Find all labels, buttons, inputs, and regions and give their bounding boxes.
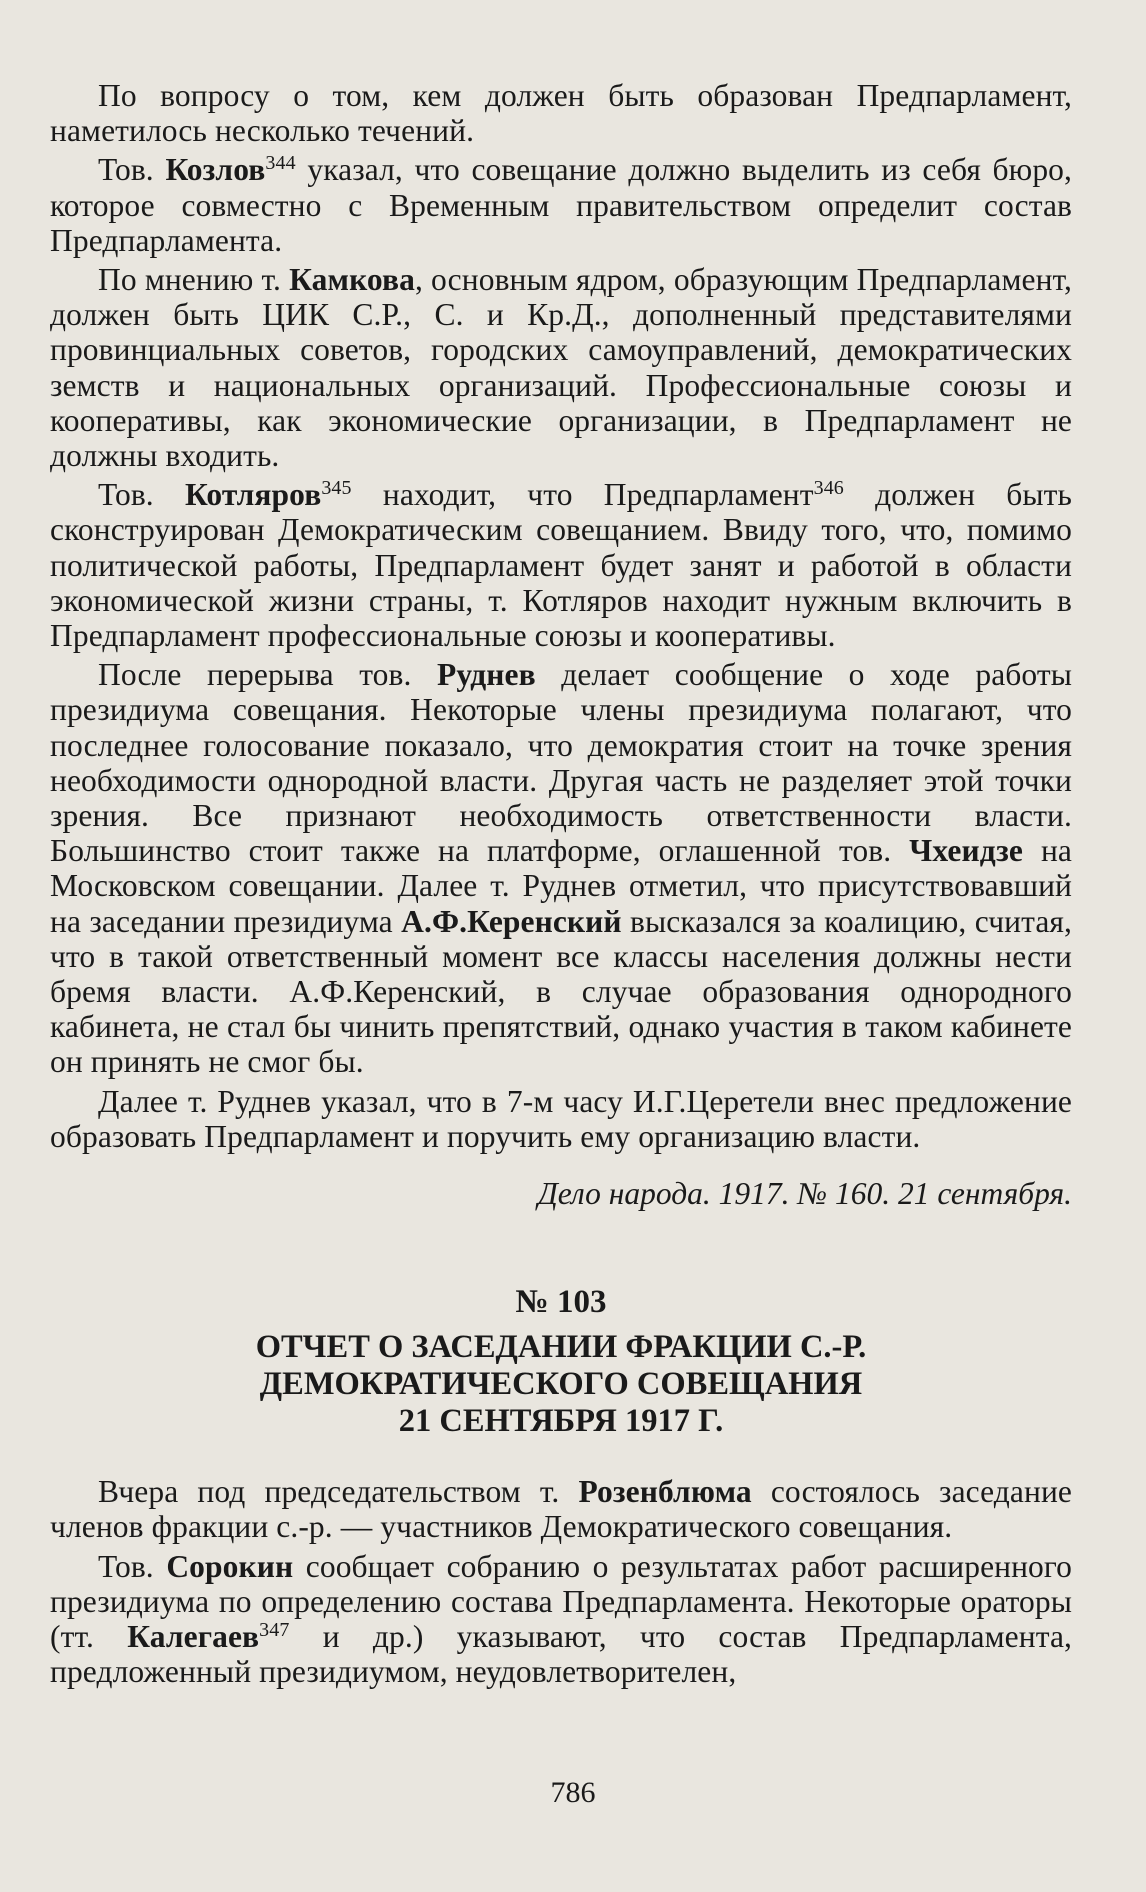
person-name: Котляров <box>185 477 322 513</box>
person-name: Руднев <box>437 657 536 693</box>
person-name: Козлов <box>165 152 266 188</box>
text-run: , основным ядром, образующим Предпарламент, должен быть ЦИК С.Р., С. и Кр.Д., дополненный представителями провинциальных советов, городских самоуправлений, демократических земств и национальных организаций. Профессиональные союзы и кооперативы, как экономические организации, в Предпарламент не должны входить. <box>50 262 1073 474</box>
text-run: Далее т. Руднев указал, что в 7-м часу И.Г.Церетели внес предложение образовать Предпарламент и поручить ему организацию власти. <box>50 1083 1072 1154</box>
footnote-ref: 347 <box>259 1618 290 1641</box>
paragraph <box>50 477 1072 653</box>
title-line: ОТЧЕТ О ЗАСЕДАНИИ ФРАКЦИИ С.-Р. <box>255 1329 867 1366</box>
text-run: высказался за коалицию, считая, что в такой ответственный момент все классы населения должны нести бремя власти. А.Ф.Керенский, в случае образования однородного кабинета, не стал бы чинить препятствий, однако участия в таком кабинете он принять не смог бы. <box>50 903 1072 1080</box>
paragraph <box>50 78 1072 148</box>
text-run: Вчера под председательством т. <box>98 1474 579 1510</box>
text-run: должен быть сконструирован Демократическим совещанием. Ввиду того, что, помимо политической работы, Предпарламент будет занят и работой в области экономической жизни страны, т. Котляров находит нужным включить в Предпарламент профессиональные союзы и кооперативы. <box>50 477 1072 654</box>
person-name: А.Ф.Керенский <box>401 903 622 939</box>
text-run: и др.) указывают, что состав Предпарламента, предложенный президиумом, неудовлетворителен, <box>50 1618 1073 1690</box>
paragraph <box>50 152 1072 258</box>
person-name: Розенблюма <box>578 1474 752 1510</box>
text-run: состоялось заседание членов фракции с.-р. — участников Демократического совещания. <box>50 1474 1072 1545</box>
document-number: № 103 <box>515 1284 607 1321</box>
person-name: Чхеидзе <box>909 833 1024 869</box>
page-number: 786 <box>550 1776 596 1809</box>
footnote-ref: 344 <box>265 152 296 175</box>
top-text-block <box>50 78 1072 1154</box>
footnote-ref: 345 <box>321 477 352 500</box>
title-line: ДЕМОКРАТИЧЕСКОГО СОВЕЩАНИЯ <box>259 1366 863 1403</box>
text-run: указал, что совещание должно выделить из себя бюро, которое совместно с Временным правительством определит состав Предпарламента. <box>50 152 1072 258</box>
source-citation: Дело народа. 1917. № 160. 21 сентября. <box>537 1176 1072 1212</box>
paragraph <box>50 1549 1072 1690</box>
text-run: Тов. <box>98 1548 167 1584</box>
footnote-ref: 346 <box>813 477 844 500</box>
text-run: Тов. <box>98 477 186 513</box>
person-name: Калегаев <box>127 1618 260 1654</box>
document-title <box>50 1329 1072 1440</box>
paragraph <box>50 657 1072 1079</box>
title-line: 21 СЕНТЯБРЯ 1917 Г. <box>398 1403 724 1440</box>
paragraph <box>50 1474 1072 1544</box>
text-run: на Московском совещании. Далее т. Руднев отметил, что присутствовавший на заседании президиума <box>50 833 1072 939</box>
paragraph <box>50 262 1072 473</box>
text-run: После перерыва тов. <box>98 657 438 693</box>
person-name: Сорокин <box>166 1548 294 1584</box>
text-run: находит, что Предпарламент <box>351 477 814 513</box>
text-run: сообщает собранию о результатах работ расширенного президиума по определению состава Предпарламента. Некоторые ораторы (тт. <box>50 1548 1072 1654</box>
paragraph <box>50 1084 1072 1154</box>
text-run: По вопросу о том, кем должен быть образован Предпарламент, наметилось несколько течений. <box>50 78 1072 149</box>
person-name: Камкова <box>289 262 415 298</box>
text-run: Тов. <box>98 152 166 188</box>
text-run: По мнению т. <box>98 262 290 298</box>
text-run: делает сообщение о ходе работы президиума совещания. Некоторые члены президиума полагают, что последнее голосование показало, что демократия стоит на точке зрения необходимости однородной власти. Другая часть не разделяет этой точки зрения. Все признают необходимость ответственности власти. Большинство стоит также на платформе, оглашенной тов. <box>50 657 1072 869</box>
bottom-text-block <box>50 1474 1072 1689</box>
